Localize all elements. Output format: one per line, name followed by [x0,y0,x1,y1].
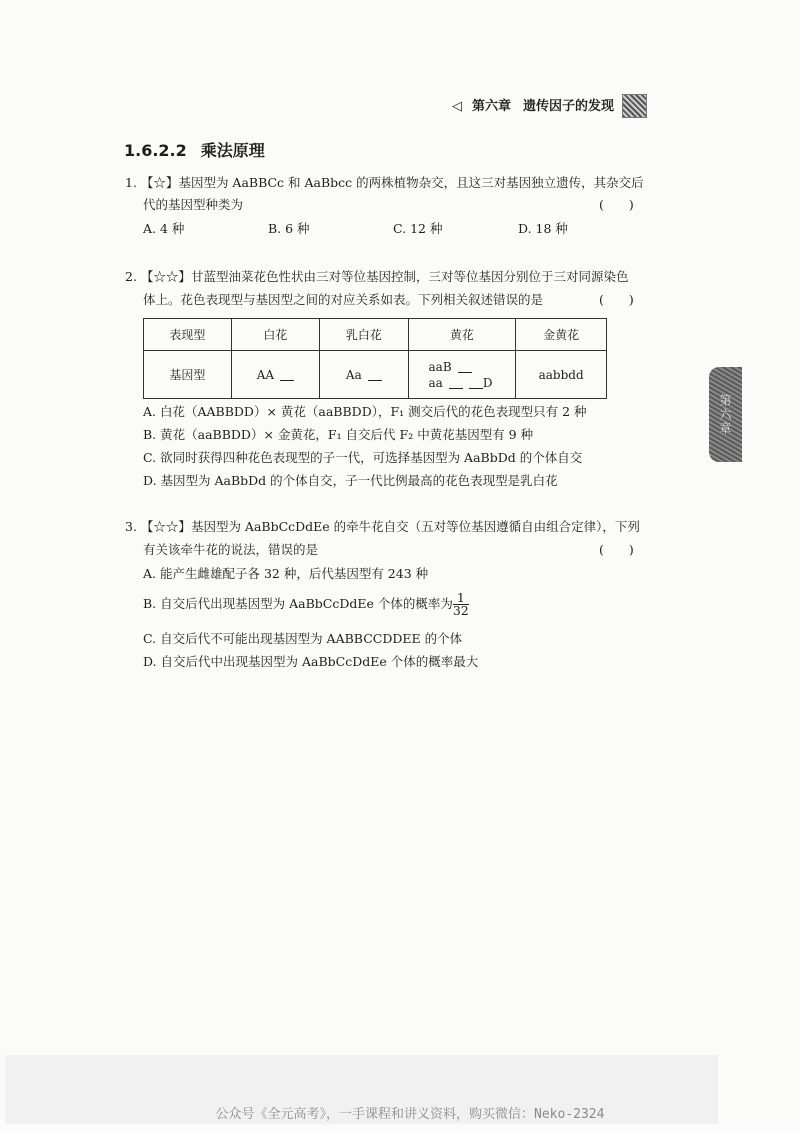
q1-difficulty-stars: 【☆】 [140,175,179,190]
q3-option-a: A. 能产生雌雄配子各 32 种，后代基因型有 243 种 [143,566,429,581]
table-row-label: 基因型 [144,351,232,399]
q2-option-a: A. 白花（AABBDD）× 黄花（aaBBDD），F₁ 测交后代的花色表现型只有 2 种 [143,404,587,419]
genotype-text: aa [428,375,443,390]
chapter-title: 遗传因子的发现 [523,99,615,114]
table-cell [320,351,408,399]
q2-option-c: C. 欲同时获得四种花色表现型的子一代，可选择基因型为 AaBbDd 的个体自交 [143,450,583,465]
table-header: 乳白花 [320,319,408,351]
fraction-numerator: 1 [453,592,469,605]
fraction-denominator: 32 [452,603,469,618]
running-header [452,95,614,114]
q2-difficulty-stars: 【☆☆】 [140,269,191,284]
genotype-text: aaB [428,359,452,374]
q1-option-a: A. 4 种 [143,221,185,236]
q2-option-b: B. 黄花（aaBBDD）× 金黄花，F₁ 自交后代 F₂ 中黄花基因型有 9 种 [143,427,534,442]
q1-number: 1. [125,175,137,190]
q1-line2: 代的基因型种类为 [143,197,244,212]
triangle-marker-icon: ◁ [452,99,462,114]
q3-line2: 有关该牵牛花的说法，错误的是 [143,542,319,557]
q1-option-c: C. 12 种 [393,221,443,236]
q3-option-c: C. 自交后代不可能出现基因型为 AABBCCDDEE 的个体 [143,631,463,646]
table-header: 金黄花 [516,319,607,351]
chapter-label: 第六章 [472,99,512,114]
q3-stem: 基因型为 AaBbCcDdEe 的牵牛花自交（五对等位基因遵循自由组合定律），下列 [190,519,640,534]
q1-stem: 基因型为 AaBBCc 和 AaBbcc 的两株植物杂交，且这三对基因独立遗传，其杂交后 [178,175,644,190]
section-heading [124,138,265,161]
fraction [453,592,469,617]
q3-number: 3. [125,519,137,534]
genotype-text: D [482,375,493,390]
table-cell [408,351,516,399]
qr-code-icon [622,94,647,118]
q2-option-d: D. 基因型为 AaBbDd 的个体自交，子一代比例最高的花色表现型是乳白花 [143,473,558,488]
table-header: 白花 [231,319,319,351]
q3-option-d: D. 自交后代中出现基因型为 AaBbCcDdEe 个体的概率最大 [143,654,479,669]
q2-answer-blank: ( ) [599,292,634,307]
q1-answer-blank: ( ) [599,197,634,212]
section-title: 乘法原理 [200,141,265,160]
q2-number: 2. [125,269,137,284]
footer-watermark-text: 公众号《全元高考》，一手课程和讲义资料，购买微信：Neko-2324 [215,1107,605,1122]
genotype-table [143,318,607,399]
table-cell: aabbdd [516,351,607,399]
genotype-text: Aa [345,367,362,382]
q2-line1 [125,267,628,285]
chapter-side-tab: 第六章 [709,367,742,462]
q3-option-b-text: B. 自交后代出现基因型为 AaBbCcDdEe 个体的概率为 [143,596,453,611]
q3-line1 [125,517,640,535]
table-cell [231,351,319,399]
table-header: 黄花 [408,319,516,351]
q1-option-d: D. 18 种 [518,221,568,236]
genotype-text: AA [256,367,275,382]
q2-stem: 甘蓝型油菜花色性状由三对等位基因控制，三对等位基因分别位于三对同源染色 [190,269,629,284]
q1-line1 [125,173,644,191]
q3-answer-blank: ( ) [599,542,634,557]
q3-option-b [143,592,469,617]
q1-option-b: B. 6 种 [268,221,310,236]
table-header: 表现型 [144,319,232,351]
section-number: 1.6.2.2 [124,141,187,160]
q2-line2: 体上。花色表现型与基因型之间的对应关系如表。下列相关叙述错误的是 [143,292,544,307]
q3-difficulty-stars: 【☆☆】 [140,519,191,534]
